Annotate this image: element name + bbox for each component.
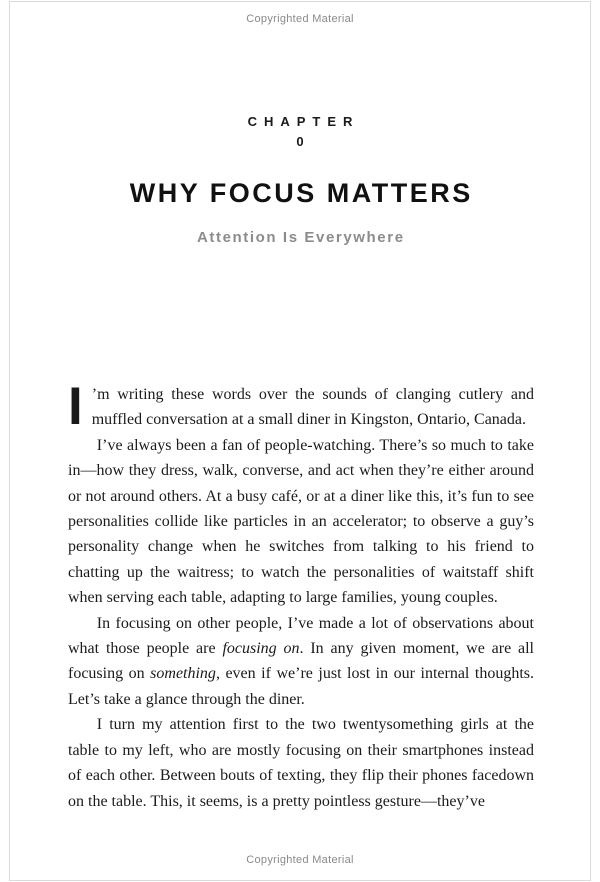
chapter-label: CHAPTER bbox=[247, 114, 360, 129]
paragraph-3-italic: something bbox=[150, 665, 216, 683]
chapter-heading bbox=[0, 114, 600, 149]
paragraph-4: I turn my attention first to the two twentysomething girls at the table to my left, who are mostly focusing on their smartphones instead of each other. Between bouts of texting, they flip their phones facedown on the table. This, it seems, is a pretty pointless gesture—they’ve bbox=[68, 716, 534, 810]
chapter-title: WHY FOCUS MATTERS bbox=[129, 178, 473, 208]
chapter-number: 0 bbox=[296, 134, 304, 149]
dropcap-letter: I bbox=[68, 377, 83, 436]
copyright-notice-bottom: Copyrighted Material bbox=[246, 854, 354, 866]
paragraph-1 bbox=[68, 377, 534, 436]
paragraph-3-italic: focusing on bbox=[222, 640, 300, 658]
paragraph-3 bbox=[68, 611, 534, 713]
copyright-notice-top: Copyrighted Material bbox=[246, 13, 354, 25]
paragraph-3-segment: In focusing on other people, I’ve made a lot of observations about what those people are bbox=[68, 614, 534, 658]
body-text bbox=[68, 377, 534, 814]
paragraph-3-segment: , even if we’re just lost in our internal thoughts. Let’s take a glance through the diner. bbox=[68, 665, 534, 708]
chapter-subtitle: Attention Is Everywhere bbox=[196, 229, 405, 246]
paragraph-1-text: ’m writing these words over the sounds of clanging cutlery and muffled conversation at a small diner in Kingston, Ontario, Canada. bbox=[91, 386, 534, 429]
paragraph-2: I’ve always been a fan of people-watching. There’s so much to take in—how they dress, walk, converse, and act when they’re either around or not around others. At a busy café, or at a diner like this, it’s fun to see personalities collide like particles in an accelerator; to observe a guy’s personality change when he switches from talking to his friend to chatting up the waitress; to watch the personalities of waitstaff shift when serving each table, adapting to large families, young couples. bbox=[68, 436, 534, 607]
paragraph-3-segment: . In any given moment, we are all focusing on bbox=[68, 640, 534, 683]
